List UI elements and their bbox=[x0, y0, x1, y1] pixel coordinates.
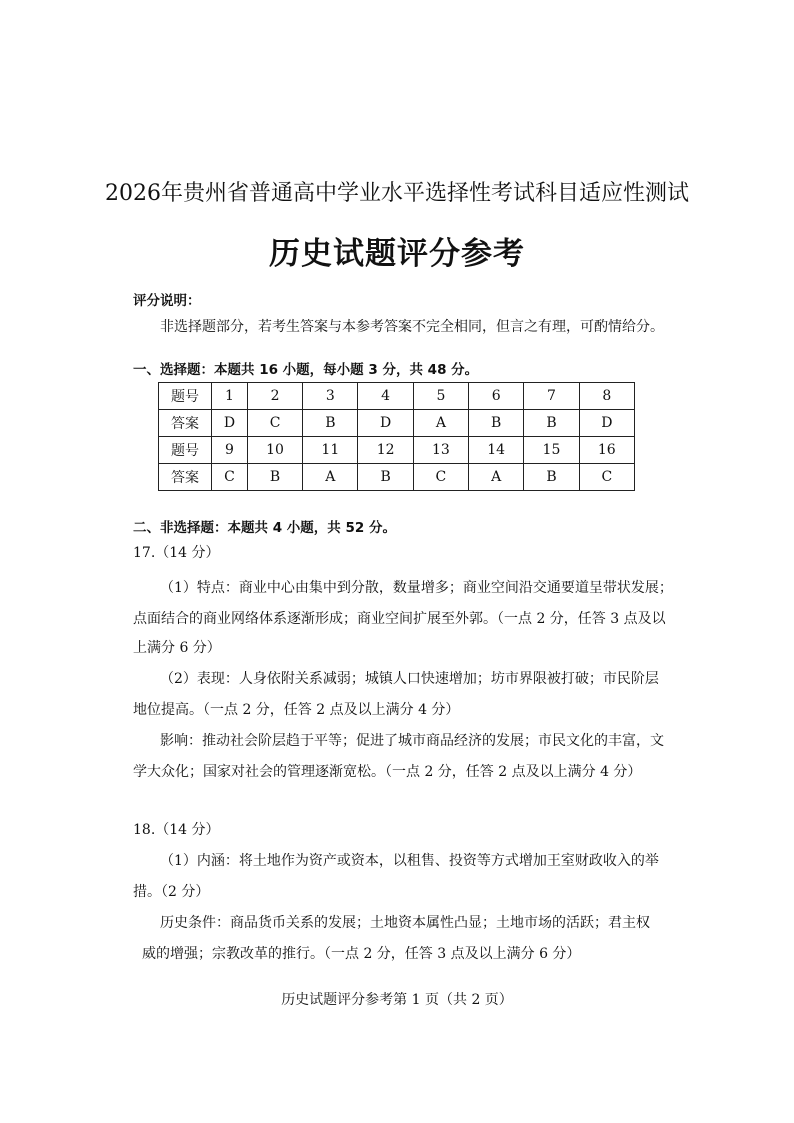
table-row bbox=[159, 437, 635, 464]
q17-p2-line1: （2）表现：人身依附关系减弱；城镇人口快速增加；坊市界限被打破；市民阶层 bbox=[160, 671, 659, 687]
table-cell: A bbox=[413, 410, 468, 437]
q17-p1-line2: 点面结合的商业网络体系逐渐形成；商业空间扩展至外郭。（一点 2 分，任答 3 点及以 bbox=[133, 611, 666, 627]
q18-p2-line2: 威的增强；宗教改革的推行。（一点 2 分，任答 3 点及以上满分 6 分） bbox=[142, 946, 581, 962]
table-cell: 15 bbox=[524, 437, 579, 464]
table-cell: A bbox=[469, 464, 524, 491]
table-cell: 10 bbox=[247, 437, 302, 464]
table-cell: 3 bbox=[303, 383, 358, 410]
q17-label: 17.（14 分） bbox=[133, 545, 220, 561]
section2-heading: 二、非选择题：本题共 4 小题，共 52 分。 bbox=[133, 520, 396, 536]
table-cell: B bbox=[247, 464, 302, 491]
table-cell: C bbox=[413, 464, 468, 491]
row-label: 答案 bbox=[159, 464, 212, 491]
q17-p3-line2: 学大众化；国家对社会的管理逐渐宽松。（一点 2 分，任答 2 点及以上满分 4 分） bbox=[133, 764, 642, 780]
table-cell: B bbox=[303, 410, 358, 437]
table-cell: C bbox=[247, 410, 302, 437]
table-cell: B bbox=[524, 410, 579, 437]
q17-p3-line1: 影响：推动社会阶层趋于平等；促进了城市商品经济的发展；市民文化的丰富，文 bbox=[160, 733, 664, 749]
table-cell: 4 bbox=[358, 383, 413, 410]
table-cell: 2 bbox=[247, 383, 302, 410]
table-cell: 7 bbox=[524, 383, 579, 410]
table-row bbox=[159, 410, 635, 437]
table-cell: 11 bbox=[303, 437, 358, 464]
table-cell: B bbox=[524, 464, 579, 491]
table-cell: 5 bbox=[413, 383, 468, 410]
q18-p1-line1: （1）内涵：将土地作为资产或资本，以租售、投资等方式增加王室财政收入的举 bbox=[160, 853, 659, 869]
table-cell: 16 bbox=[579, 437, 634, 464]
table-cell: B bbox=[358, 464, 413, 491]
table-cell: D bbox=[212, 410, 248, 437]
q18-p2-line1: 历史条件：商品货币关系的发展；土地资本属性凸显；土地市场的活跃；君主权 bbox=[160, 915, 650, 931]
q17-p1-line1: （1）特点：商业中心由集中到分散，数量增多；商业空间沿交通要道呈带状发展； bbox=[160, 580, 673, 596]
page-footer: 历史试题评分参考第 1 页（共 2 页） bbox=[281, 992, 513, 1008]
table-cell: 9 bbox=[212, 437, 248, 464]
answer-table bbox=[158, 382, 635, 491]
row-label: 答案 bbox=[159, 410, 212, 437]
table-cell: D bbox=[579, 410, 634, 437]
table-cell: 6 bbox=[469, 383, 524, 410]
table-cell: 8 bbox=[579, 383, 634, 410]
table-row bbox=[159, 464, 635, 491]
row-label: 题号 bbox=[159, 437, 212, 464]
section1-heading: 一、选择题：本题共 16 小题，每小题 3 分，共 48 分。 bbox=[133, 362, 479, 378]
document-title: 历史试题评分参考 bbox=[269, 236, 525, 272]
q17-p1-line3: 上满分 6 分） bbox=[133, 640, 221, 656]
notes-text: 非选择题部分，若考生答案与本参考答案不完全相同，但言之有理，可酌情给分。 bbox=[160, 319, 664, 335]
table-cell: A bbox=[303, 464, 358, 491]
table-cell: 1 bbox=[212, 383, 248, 410]
table-cell: D bbox=[358, 410, 413, 437]
q17-p2-line2: 地位提高。（一点 2 分，任答 2 点及以上满分 4 分） bbox=[133, 702, 460, 718]
table-cell: 14 bbox=[469, 437, 524, 464]
row-label: 题号 bbox=[159, 383, 212, 410]
table-cell: C bbox=[579, 464, 634, 491]
table-cell: C bbox=[212, 464, 248, 491]
q18-p1-line2: 措。（2 分） bbox=[133, 884, 210, 900]
table-cell: B bbox=[469, 410, 524, 437]
q18-label: 18.（14 分） bbox=[133, 822, 220, 838]
table-row bbox=[159, 383, 635, 410]
notes-heading: 评分说明： bbox=[133, 293, 201, 309]
table-cell: 12 bbox=[358, 437, 413, 464]
table-cell: 13 bbox=[413, 437, 468, 464]
exam-title: 2026年贵州省普通高中学业水平选择性考试科目适应性测试 bbox=[105, 181, 689, 206]
